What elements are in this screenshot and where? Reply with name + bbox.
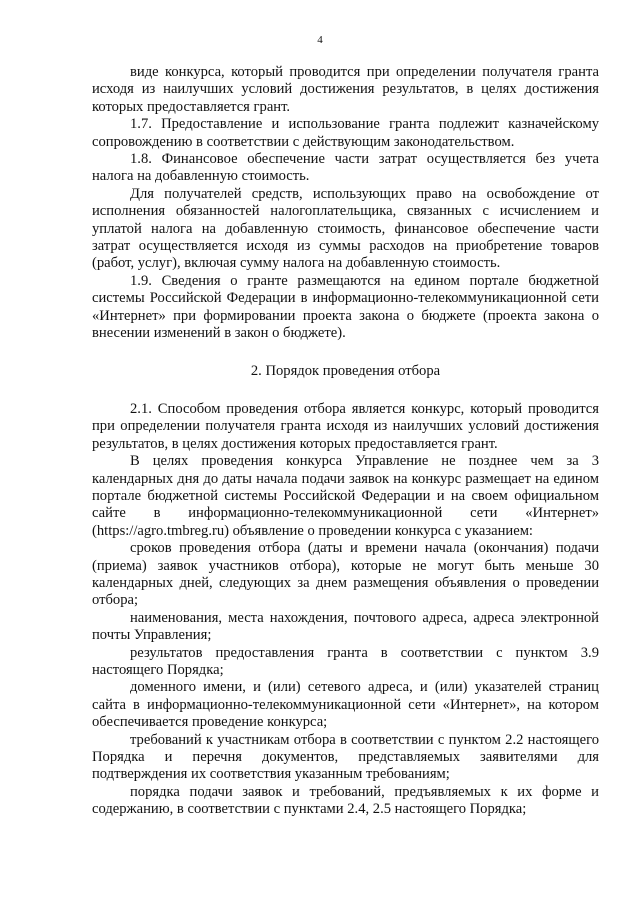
paragraph-1-7: 1.7. Предоставление и использование гранта подлежит казначейскому сопровождению в соответствии с действующим законодательством. [92, 116, 599, 150]
page-number: 4 [317, 34, 323, 46]
paragraph-1-9: 1.9. Сведения о гранте размещаются на едином портале бюджетной системы Российской Федерации в информационно-телекоммуникационной сети «Интернет» при формировании проекта закона о бюджете (проекта закона о внесении изменений в закон о бюджете). [92, 272, 599, 342]
paragraph-intro-continuation: виде конкурса, который проводится при определении получателя гранта исходя из наилучших условий достижения результатов, в целях достижения которых предоставляется грант. [92, 64, 599, 115]
paragraph-1-8: 1.8. Финансовое обеспечение части затрат осуществляется без учета налога на добавленную стоимость. [92, 151, 599, 185]
section-heading: 2. Порядок проведения отбора [250, 362, 441, 379]
list-item-application-order: порядка подачи заявок и требований, предъявляемых к их форме и содержанию, в соответствии с пунктами 2.4, 2.5 настоящего Порядка; [92, 783, 599, 818]
list-item-deadlines: сроков проведения отбора (даты и времени начала (окончания) подачи (приема) заявок участников отбора), которые не могут быть меньше 30 календарных дней, следующих за днем размещения объявления о проведении отбора; [92, 540, 599, 609]
paragraph-announcement: В целях проведения конкурса Управление не позднее чем за 3 календарных дня до даты начала подачи заявок на конкурс размещает на едином портале бюджетной системы Российской Федерации и на своем официальном сайте в информационно-телекоммуникационной сети «Интернет» (https://agro.tmbreg.ru) объявление о проведении конкурса с указанием: [92, 453, 599, 539]
list-item-requirements: требований к участникам отбора в соответствии с пунктом 2.2 настоящего Порядка и перечня документов, представляемых заявителями для подтверждения их соответствия указанным требованиям; [92, 731, 599, 783]
document-body [92, 64, 599, 819]
list-item-domain: доменного имени, и (или) сетевого адреса, и (или) указателей страниц сайта в информационно-телекоммуникационной сети «Интернет», на котором обеспечивается проведение конкурса; [92, 679, 599, 731]
list-item-results: результатов предоставления гранта в соответствии с пунктом 3.9 настоящего Порядка; [92, 644, 599, 678]
paragraph-vat-exemption: Для получателей средств, использующих право на освобождение от исполнения обязанностей налогоплательщика, связанных с исчислением и уплатой налога на добавленную стоимость, финансовое обеспечение части затрат осуществляется исходя из суммы расходов на приобретение товаров (работ, услуг), включая сумму налога на добавленную стоимость. [92, 185, 599, 272]
paragraph-2-1: 2.1. Способом проведения отбора является конкурс, который проводится при определении получателя гранта исходя из наилучших условий достижения результатов, в целях достижения которых предоставляется грант. [92, 400, 599, 452]
list-item-contacts: наименования, места нахождения, почтового адреса, адреса электронной почты Управления; [92, 609, 599, 644]
